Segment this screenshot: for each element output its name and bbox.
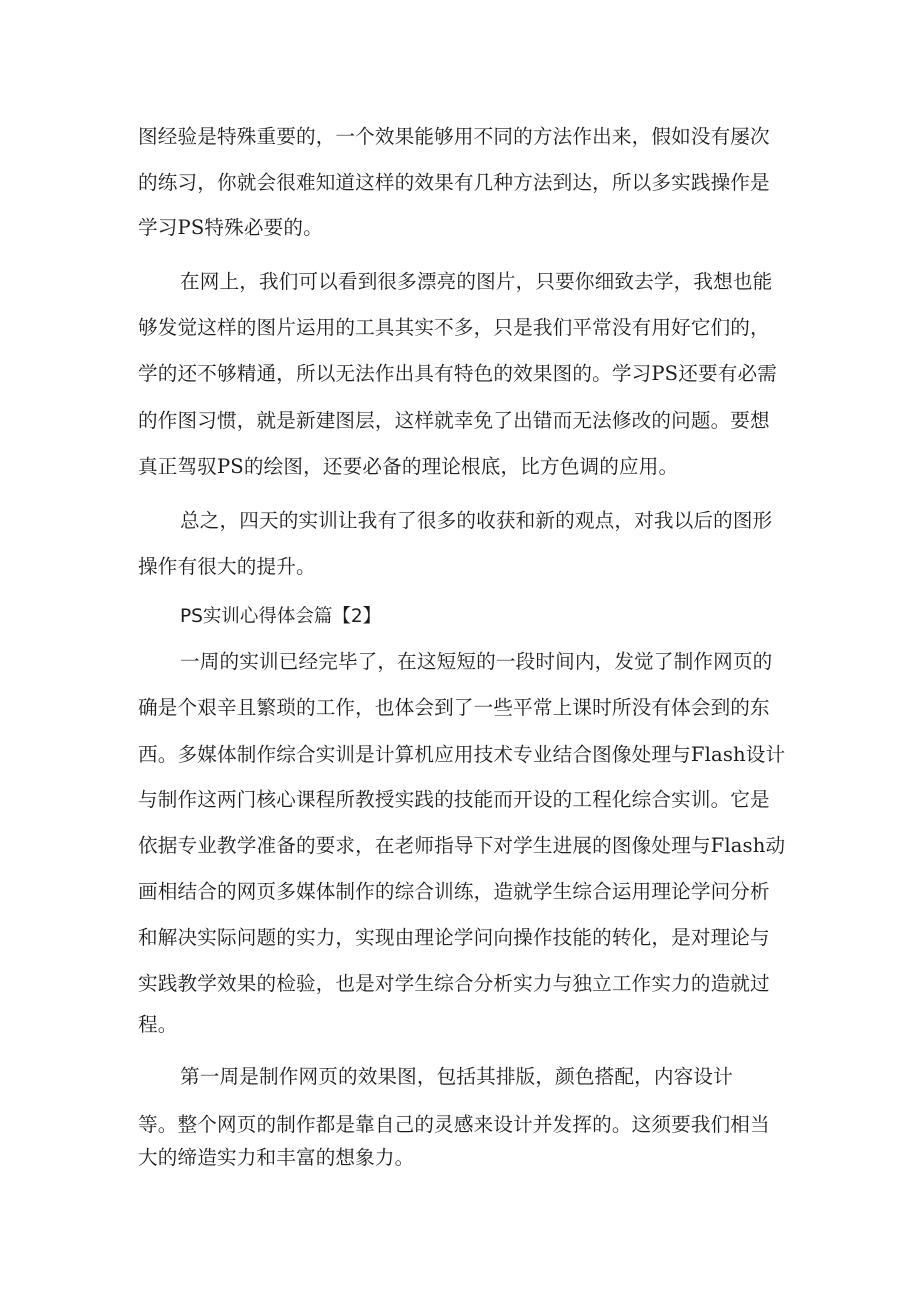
paragraph-2-line-4: 的作图习惯，就是新建图层，这样就幸免了出错而无法修改的问题。要想 <box>138 409 770 432</box>
paragraph-5-line-3: 大的缔造实力和丰富的想象力。 <box>138 1146 415 1169</box>
paragraph-5-line-1: 第一周是制作网页的效果图，包括其排版，颜色搭配，内容设计 <box>180 1065 733 1088</box>
paragraph-4-line-9: 程。 <box>138 1013 178 1036</box>
paragraph-4-line-1: 一周的实训已经完毕了，在这短短的一段时间内，发觉了制作网页的 <box>180 650 773 673</box>
paragraph-4-line-4: 与制作这两门核心课程所教授实践的技能而开设的工程化综合实训。它是 <box>138 788 770 811</box>
paragraph-5-line-2: 等。整个网页的制作都是靠自己的灵感来设计并发挥的。这须要我们相当 <box>138 1113 770 1136</box>
paragraph-4-line-6: 画相结合的网页多媒体制作的综合训练，造就学生综合运用理论学问分析 <box>138 880 770 903</box>
section-heading: PS实训心得体会篇【2】 <box>180 606 382 627</box>
paragraph-2-line-3: 学的还不够精通，所以无法作出具有特色的效果图的。学习PS还要有必需 <box>138 362 777 385</box>
paragraph-4-line-5: 依据专业教学准备的要求，在老师指导下对学生进展的图像处理与Flash动 <box>138 834 786 857</box>
paragraph-2-line-5: 真正驾驭PS的绘图，还要必备的理论根底，比方色调的应用。 <box>138 455 679 478</box>
paragraph-2-line-1: 在网上，我们可以看到很多漂亮的图片，只要你细致去学，我想也能 <box>180 270 773 293</box>
paragraph-4-line-8: 实践教学效果的检验，也是对学生综合分析实力与独立工作实力的造就过 <box>138 972 770 995</box>
paragraph-4-line-2: 确是个艰辛且繁琐的工作，也体会到了一些平常上课时所没有体会到的东 <box>138 696 770 719</box>
paragraph-3-line-2: 操作有很大的提升。 <box>138 555 316 578</box>
paragraph-1-line-2: 的练习，你就会很难知道这样的效果有几种方法到达，所以多实践操作是 <box>138 171 770 194</box>
paragraph-1-line-3: 学习PS特殊必要的。 <box>138 216 323 239</box>
paragraph-4-line-7: 和解决实际问题的实力，实现由理论学问向操作技能的转化，是对理论与 <box>138 926 770 949</box>
paragraph-1-line-1: 图经验是特殊重要的，一个效果能够用不同的方法作出来，假如没有屡次 <box>138 125 770 148</box>
paragraph-3-line-1: 总之，四天的实训让我有了很多的收获和新的观点，对我以后的图形 <box>180 509 773 532</box>
paragraph-4-line-3: 西。多媒体制作综合实训是计算机应用技术专业结合图像处理与Flash设计 <box>138 743 786 766</box>
paragraph-2-line-2: 够发觉这样的图片运用的工具其实不多，只是我们平常没有用好它们的， <box>138 316 770 339</box>
